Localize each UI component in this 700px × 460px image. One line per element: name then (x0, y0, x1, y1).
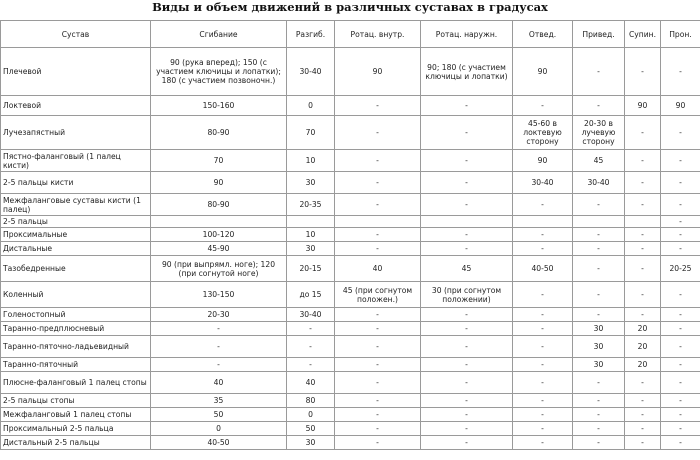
cell-supination: 20 (625, 358, 661, 372)
cell-flexion: 90 (151, 172, 287, 194)
cell-extension: 0 (287, 96, 335, 116)
cell-flexion: 130-150 (151, 282, 287, 308)
cell-flexion: 35 (151, 394, 287, 408)
column-header-internal-rotation: Ротац. внутр. (335, 21, 421, 48)
cell-adduction: 30 (573, 336, 625, 358)
cell-internal-rotation: - (335, 358, 421, 372)
header-row (1, 21, 700, 48)
column-header-supination: Супин. (625, 21, 661, 48)
cell-flexion: 90 (рука вперед); 150 (с участием ключицы и лопатки); 180 (с участием позвоночн.) (151, 48, 287, 96)
cell-joint-name: Проксимальный 2-5 пальца (1, 422, 151, 436)
cell-abduction: - (513, 282, 573, 308)
cell-joint-name: Дистальные (1, 242, 151, 256)
cell-supination: 90 (625, 96, 661, 116)
table-row (1, 194, 700, 216)
cell-internal-rotation: - (335, 322, 421, 336)
cell-extension: - (287, 322, 335, 336)
cell-extension: 40 (287, 372, 335, 394)
table-row (1, 48, 700, 96)
cell-adduction: - (573, 436, 625, 450)
cell-extension: 30-40 (287, 48, 335, 96)
cell-external-rotation: - (421, 394, 513, 408)
cell-supination: - (625, 408, 661, 422)
table-row (1, 436, 700, 450)
cell-flexion (151, 216, 287, 228)
cell-extension: - (287, 358, 335, 372)
column-header-extension: Разгиб. (287, 21, 335, 48)
cell-pronation: - (661, 242, 700, 256)
cell-joint-name: Локтевой (1, 96, 151, 116)
cell-external-rotation: - (421, 308, 513, 322)
cell-joint-name: Голеностопный (1, 308, 151, 322)
cell-adduction: - (573, 282, 625, 308)
cell-adduction: - (573, 96, 625, 116)
cell-abduction: - (513, 308, 573, 322)
cell-flexion: 90 (при выпрямл. ноге); 120 (при согнутой ноге) (151, 256, 287, 282)
cell-adduction: - (573, 194, 625, 216)
cell-supination: - (625, 150, 661, 172)
cell-pronation: - (661, 216, 700, 228)
table-row (1, 96, 700, 116)
cell-external-rotation: - (421, 422, 513, 436)
cell-internal-rotation: - (335, 372, 421, 394)
cell-flexion: - (151, 322, 287, 336)
cell-adduction: 30 (573, 358, 625, 372)
cell-supination: - (625, 256, 661, 282)
cell-external-rotation: - (421, 96, 513, 116)
cell-extension: 0 (287, 408, 335, 422)
cell-flexion: 40 (151, 372, 287, 394)
cell-supination: - (625, 308, 661, 322)
cell-abduction: - (513, 242, 573, 256)
cell-abduction: - (513, 96, 573, 116)
cell-extension: 10 (287, 228, 335, 242)
cell-external-rotation (421, 216, 513, 228)
cell-supination: - (625, 242, 661, 256)
cell-external-rotation: - (421, 372, 513, 394)
cell-extension: 80 (287, 394, 335, 408)
cell-adduction: - (573, 48, 625, 96)
cell-abduction: - (513, 394, 573, 408)
table-row (1, 358, 700, 372)
cell-supination: - (625, 282, 661, 308)
cell-abduction: - (513, 372, 573, 394)
cell-abduction: 90 (513, 150, 573, 172)
cell-pronation: - (661, 228, 700, 242)
page-title: Виды и объем движений в различных суставах в градусах (152, 0, 548, 14)
cell-supination (625, 216, 661, 228)
cell-abduction: 30-40 (513, 172, 573, 194)
cell-internal-rotation: - (335, 96, 421, 116)
cell-internal-rotation: - (335, 422, 421, 436)
cell-external-rotation: 30 (при согнутом положении) (421, 282, 513, 308)
cell-internal-rotation: - (335, 394, 421, 408)
cell-flexion: - (151, 336, 287, 358)
cell-extension: 50 (287, 422, 335, 436)
table-header (1, 21, 700, 48)
cell-external-rotation: - (421, 228, 513, 242)
cell-pronation: - (661, 422, 700, 436)
cell-joint-name: Дистальный 2-5 пальцы (1, 436, 151, 450)
cell-adduction: - (573, 308, 625, 322)
cell-pronation: - (661, 358, 700, 372)
table-row (1, 242, 700, 256)
cell-extension: 30-40 (287, 308, 335, 322)
cell-extension: 30 (287, 172, 335, 194)
cell-flexion: 100-120 (151, 228, 287, 242)
cell-internal-rotation: - (335, 172, 421, 194)
cell-flexion: 150-160 (151, 96, 287, 116)
cell-joint-name: Пястно-фаланговый (1 палец кисти) (1, 150, 151, 172)
cell-external-rotation: - (421, 336, 513, 358)
cell-supination: - (625, 172, 661, 194)
cell-joint-name: Коленный (1, 282, 151, 308)
table-row (1, 116, 700, 150)
cell-extension: 10 (287, 150, 335, 172)
cell-abduction: - (513, 336, 573, 358)
cell-internal-rotation: - (335, 408, 421, 422)
cell-external-rotation: - (421, 242, 513, 256)
cell-adduction: - (573, 408, 625, 422)
cell-joint-name: 2-5 пальцы (1, 216, 151, 228)
cell-internal-rotation: - (335, 116, 421, 150)
cell-supination: - (625, 394, 661, 408)
cell-internal-rotation: - (335, 336, 421, 358)
cell-adduction: 45 (573, 150, 625, 172)
cell-external-rotation: - (421, 322, 513, 336)
cell-internal-rotation: - (335, 242, 421, 256)
column-header-external-rotation: Ротац. наружн. (421, 21, 513, 48)
cell-joint-name: Таранно-пяточный (1, 358, 151, 372)
cell-flexion: 70 (151, 150, 287, 172)
cell-pronation: 90 (661, 96, 700, 116)
cell-abduction: - (513, 194, 573, 216)
cell-supination: - (625, 228, 661, 242)
cell-adduction: - (573, 422, 625, 436)
cell-supination: - (625, 372, 661, 394)
cell-extension: до 15 (287, 282, 335, 308)
cell-extension: 20-35 (287, 194, 335, 216)
cell-abduction: 40-50 (513, 256, 573, 282)
cell-flexion: 20-30 (151, 308, 287, 322)
cell-internal-rotation: - (335, 228, 421, 242)
cell-abduction: - (513, 228, 573, 242)
cell-extension: 30 (287, 242, 335, 256)
cell-joint-name: Плечевой (1, 48, 151, 96)
cell-external-rotation: - (421, 408, 513, 422)
cell-flexion: 40-50 (151, 436, 287, 450)
cell-abduction (513, 216, 573, 228)
cell-pronation: - (661, 308, 700, 322)
table-row (1, 372, 700, 394)
cell-external-rotation: 45 (421, 256, 513, 282)
cell-pronation: - (661, 372, 700, 394)
cell-pronation: - (661, 48, 700, 96)
joint-movement-table (0, 20, 700, 450)
table-row (1, 256, 700, 282)
cell-supination: - (625, 422, 661, 436)
cell-joint-name: Таранно-пяточно-ладьевидный (1, 336, 151, 358)
cell-supination: - (625, 48, 661, 96)
cell-abduction: - (513, 358, 573, 372)
cell-internal-rotation: - (335, 150, 421, 172)
table-row (1, 228, 700, 242)
cell-internal-rotation: - (335, 436, 421, 450)
cell-pronation: - (661, 336, 700, 358)
cell-internal-rotation (335, 216, 421, 228)
cell-external-rotation: - (421, 194, 513, 216)
cell-joint-name: Таранно-предплюсневый (1, 322, 151, 336)
cell-adduction: 30-40 (573, 172, 625, 194)
cell-adduction (573, 216, 625, 228)
cell-pronation: - (661, 394, 700, 408)
cell-adduction: - (573, 394, 625, 408)
cell-extension: 70 (287, 116, 335, 150)
table-row (1, 408, 700, 422)
cell-flexion: - (151, 358, 287, 372)
cell-supination: 20 (625, 322, 661, 336)
cell-supination: - (625, 436, 661, 450)
table-row (1, 308, 700, 322)
cell-abduction: 45-60 в локтевую сторону (513, 116, 573, 150)
cell-pronation: - (661, 408, 700, 422)
cell-pronation: - (661, 194, 700, 216)
table-row (1, 336, 700, 358)
cell-flexion: 80-90 (151, 116, 287, 150)
cell-pronation: - (661, 172, 700, 194)
table-row (1, 282, 700, 308)
cell-external-rotation: - (421, 116, 513, 150)
cell-flexion: 80-90 (151, 194, 287, 216)
column-header-flexion: Сгибание (151, 21, 287, 48)
table-body (1, 48, 700, 450)
cell-flexion: 45-90 (151, 242, 287, 256)
cell-adduction: - (573, 372, 625, 394)
cell-abduction: - (513, 422, 573, 436)
cell-pronation: - (661, 116, 700, 150)
cell-adduction: - (573, 256, 625, 282)
table-row (1, 150, 700, 172)
cell-abduction: - (513, 436, 573, 450)
table-row (1, 172, 700, 194)
cell-adduction: - (573, 242, 625, 256)
cell-internal-rotation: - (335, 308, 421, 322)
cell-internal-rotation: - (335, 194, 421, 216)
column-header-adduction: Привед. (573, 21, 625, 48)
cell-extension: - (287, 336, 335, 358)
cell-joint-name: Лучезапястный (1, 116, 151, 150)
cell-external-rotation: - (421, 150, 513, 172)
cell-internal-rotation: 40 (335, 256, 421, 282)
cell-internal-rotation: 90 (335, 48, 421, 96)
cell-adduction: 30 (573, 322, 625, 336)
column-header-pronation: Прон. (661, 21, 700, 48)
cell-external-rotation: - (421, 436, 513, 450)
table-row (1, 216, 700, 228)
cell-joint-name: Проксимальные (1, 228, 151, 242)
cell-joint-name: Межфаланговые суставы кисти (1 палец) (1, 194, 151, 216)
table-row (1, 422, 700, 436)
table-row (1, 322, 700, 336)
cell-pronation: 20-25 (661, 256, 700, 282)
cell-extension (287, 216, 335, 228)
cell-joint-name: Плюсне-фаланговый 1 палец стопы (1, 372, 151, 394)
cell-extension: 20-15 (287, 256, 335, 282)
column-header-abduction: Отвед. (513, 21, 573, 48)
table-row (1, 394, 700, 408)
cell-extension: 30 (287, 436, 335, 450)
cell-supination: - (625, 116, 661, 150)
cell-adduction: - (573, 228, 625, 242)
cell-abduction: 90 (513, 48, 573, 96)
cell-supination: - (625, 194, 661, 216)
cell-pronation: - (661, 150, 700, 172)
cell-external-rotation: - (421, 172, 513, 194)
cell-internal-rotation: 45 (при согнутом положен.) (335, 282, 421, 308)
cell-flexion: 50 (151, 408, 287, 422)
cell-abduction: - (513, 322, 573, 336)
cell-joint-name: Межфаланговый 1 палец стопы (1, 408, 151, 422)
cell-adduction: 20-30 в лучевую сторону (573, 116, 625, 150)
cell-external-rotation: - (421, 358, 513, 372)
cell-supination: 20 (625, 336, 661, 358)
cell-external-rotation: 90; 180 (с участием ключицы и лопатки) (421, 48, 513, 96)
cell-flexion: 0 (151, 422, 287, 436)
cell-joint-name: Тазобедренные (1, 256, 151, 282)
cell-joint-name: 2-5 пальцы стопы (1, 394, 151, 408)
column-header-joint: Сустав (1, 21, 151, 48)
cell-abduction: - (513, 408, 573, 422)
cell-joint-name: 2-5 пальцы кисти (1, 172, 151, 194)
cell-pronation: - (661, 436, 700, 450)
cell-pronation: - (661, 322, 700, 336)
cell-pronation: - (661, 282, 700, 308)
